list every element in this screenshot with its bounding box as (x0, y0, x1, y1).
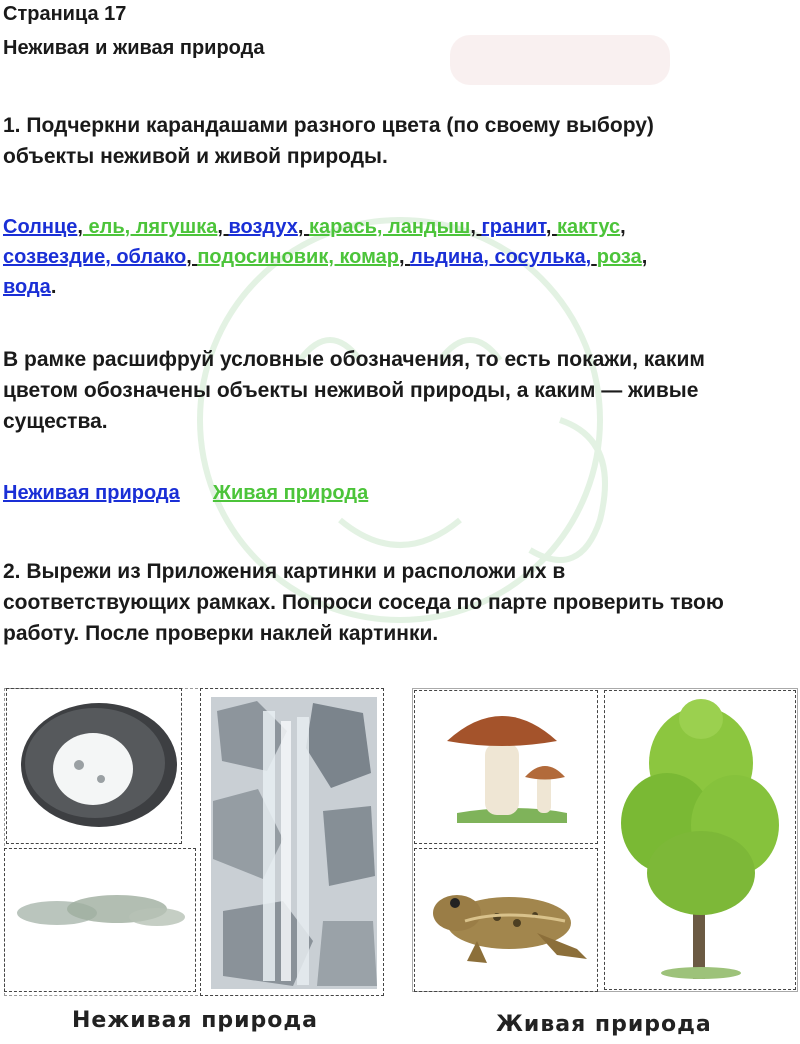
word-nonliving: льдина, сосулька, (410, 246, 592, 268)
legend-living-label: Живая природа (212, 482, 369, 504)
word-list-line-2 (3, 242, 793, 272)
word-living: ель, лягушка (82, 216, 218, 238)
page-topic: Неживая и живая природа (3, 37, 265, 59)
word-separator: , (297, 216, 309, 238)
word-living: роза (596, 246, 642, 268)
legend-instruction-line-2: цветом обозначены объекты неживой природы, а каким — живые (3, 379, 699, 402)
word-separator: , (470, 216, 482, 238)
cloud-card (4, 848, 196, 992)
legend-nonliving-label: Неживая природа (3, 482, 180, 504)
legend-instruction-line-3: существа. (3, 410, 108, 433)
word-list (3, 212, 793, 302)
word-nonliving: вода (3, 276, 51, 298)
word-nonliving: созвездие, облако (3, 246, 187, 268)
page-number: Страница 17 (3, 3, 127, 25)
word-separator: , (620, 216, 626, 238)
task2-line-2: соответствующих рамках. Попроси соседа по парте проверить твою (3, 591, 724, 614)
mushroom-card (414, 690, 598, 844)
word-list-line-1 (3, 212, 793, 242)
living-caption: Живая природа (496, 1012, 712, 1037)
word-living: кактус (556, 216, 621, 238)
word-separator: . (50, 276, 57, 298)
word-separator: , (186, 246, 198, 268)
task2-line-1: 2. Вырежи из Приложения картинки и расположи их в (3, 560, 566, 583)
word-living: подосиновик, комар (197, 246, 400, 268)
word-separator: , (399, 246, 411, 268)
legend-instruction-line-1: В рамке расшифруй условные обозначения, то есть покажи, каким (3, 348, 705, 371)
tree-card (604, 690, 796, 990)
word-nonliving: Солнце (3, 216, 78, 238)
stone-picture (9, 691, 181, 841)
word-separator: , (77, 216, 83, 238)
task2-line-3: работу. После проверки наклей картинки. (3, 622, 439, 645)
task1-line-2: объекты неживой и живой природы. (3, 145, 388, 168)
nonliving-caption: Неживая природа (72, 1008, 319, 1033)
stone-card (6, 688, 182, 844)
cloud-picture (7, 851, 195, 991)
task1-line-1: 1. Подчеркни карандашами разного цвета (по своему выбору) (3, 114, 654, 137)
word-living: карась, ландыш (308, 216, 471, 238)
task2-instruction (3, 556, 800, 649)
waterfall-picture (203, 691, 383, 995)
word-separator: , (217, 216, 229, 238)
frog-picture (417, 851, 597, 991)
tree-picture (607, 693, 795, 989)
word-separator: , (545, 216, 557, 238)
waterfall-card (200, 688, 384, 996)
word-list-line-3 (3, 272, 793, 302)
task1-instruction (3, 110, 798, 172)
word-separator: , (641, 246, 648, 268)
legend-instruction (3, 344, 798, 437)
mushroom-picture (417, 693, 597, 843)
legend (3, 478, 368, 508)
frog-card (414, 848, 598, 992)
word-nonliving: гранит (481, 216, 546, 238)
word-nonliving: воздух (228, 216, 298, 238)
